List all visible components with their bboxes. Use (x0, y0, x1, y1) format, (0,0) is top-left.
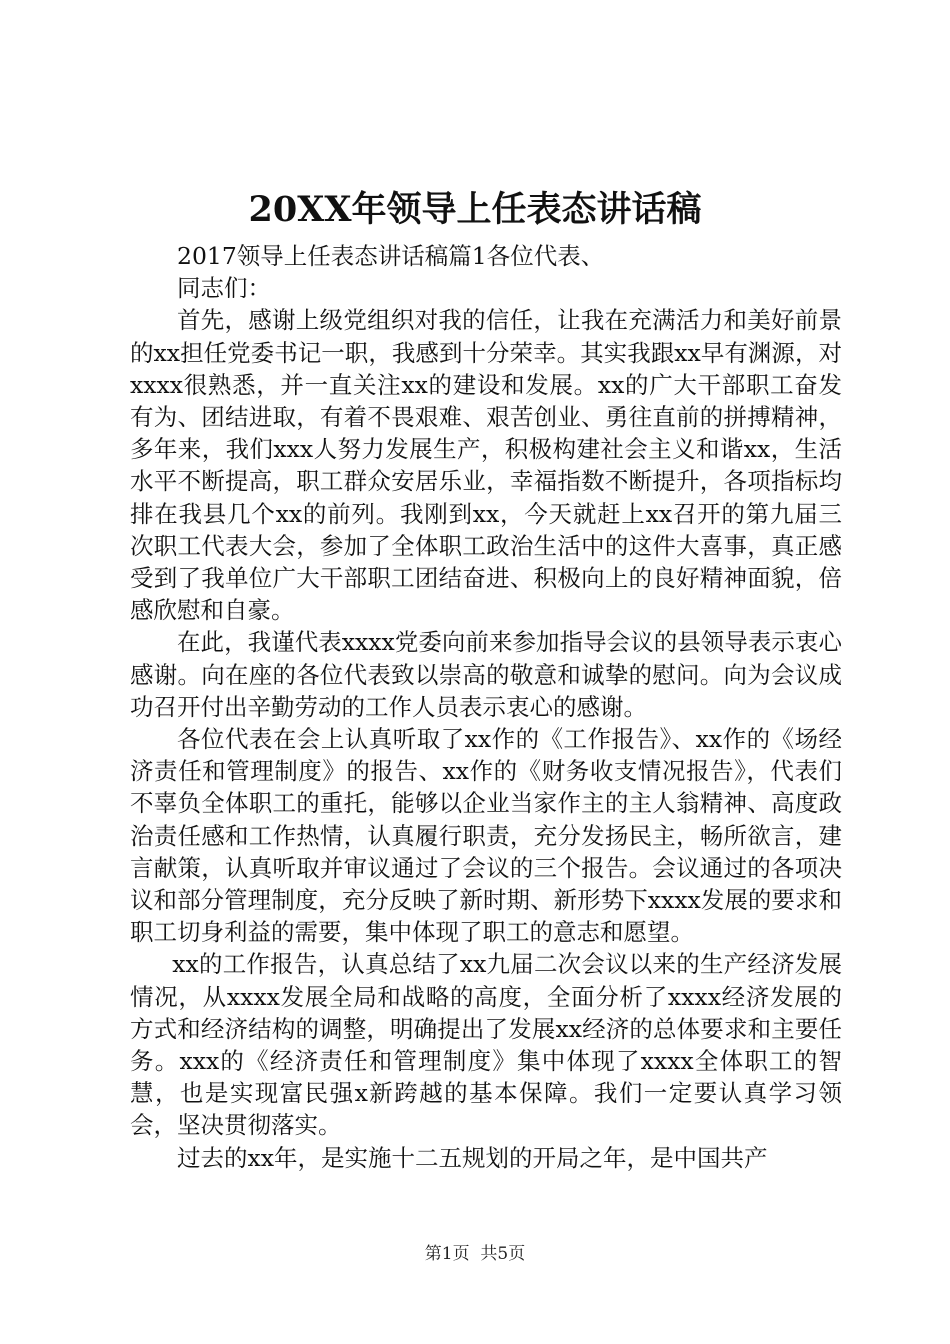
paragraph-past-year: 过去的xx年，是实施十二五规划的开局之年，是中国共产 (177, 1143, 768, 1172)
document-body (130, 240, 842, 1174)
document-title: 20XX年领导上任表态讲话稿 (248, 189, 702, 230)
page-number-current: 第1页 (424, 1244, 470, 1264)
paragraph-salutation: 同志们： (177, 274, 271, 303)
paragraph-thanks-organization: 首先，感谢上级党组织对我的信任，让我在充满活力和美好前景的xx担任党委书记一职，我感到十分荣幸。其实我跟xx早有渊源，对xxxx很熟悉，并一直关注xx的建设和发展。xx的广大干部职工奋发有为、团结进取，有着不畏艰难、艰苦创业、勇往直前的拼搏精神，多年来，我们xxx人努力发展生产，积极构建社会主义和谐xx，生活水平不断提高，职工群众安居乐业，幸福指数不断提升，各项指标均排在我县几个xx的前列。我刚到xx，今天就赶上xx召开的第九届三次职工代表大会，参加了全体职工政治生活中的这件大喜事，真正感受到了我单位广大干部职工团结奋进、积极向上的良好精神面貌，倍感欣慰和自豪。 (130, 306, 842, 625)
paragraph-intro: 2017领导上任表态讲话稿篇1各位代表、 (177, 242, 605, 270)
page-footer (0, 1242, 950, 1266)
paragraph-reports: 各位代表在会上认真听取了xx作的《工作报告》、xx作的《场经济责任和管理制度》的报告、xx作的《财务收支情况报告》，代表们不辜负全体职工的重托，能够以企业当家作主的主人翁精神、高度政治责任感和工作热情，认真履行职责，充分发扬民主，畅所欲言，建言献策，认真听取并审议通过了会议的三个报告。会议通过的各项决议和部分管理制度，充分反映了新时期、新形势下xxxx发展的要求和职工切身利益的需要，集中体现了职工的意志和愿望。 (130, 725, 842, 947)
paragraph-thanks-leaders: 在此，我谨代表xxxx党委向前来参加指导会议的县领导表示衷心感谢。向在座的各位代表致以崇高的敬意和诚挚的慰问。向为会议成功召开付出辛勤劳动的工作人员表示衷心的感谢。 (130, 628, 842, 721)
paragraph-work-report: xx的工作报告，认真总结了xx九届二次会议以来的生产经济发展情况，从xxxx发展全局和战略的高度，全面分析了xxxx经济发展的方式和经济结构的调整，明确提出了发展xx经济的总体要求和主要任务。xxx的《经济责任和管理制度》集中体现了xxxx全体职工的智慧，也是实现富民强x新跨越的基本保障。我们一定要认真学习领会，坚决贯彻落实。 (130, 950, 842, 1140)
page-number-total: 共5页 (480, 1244, 526, 1264)
